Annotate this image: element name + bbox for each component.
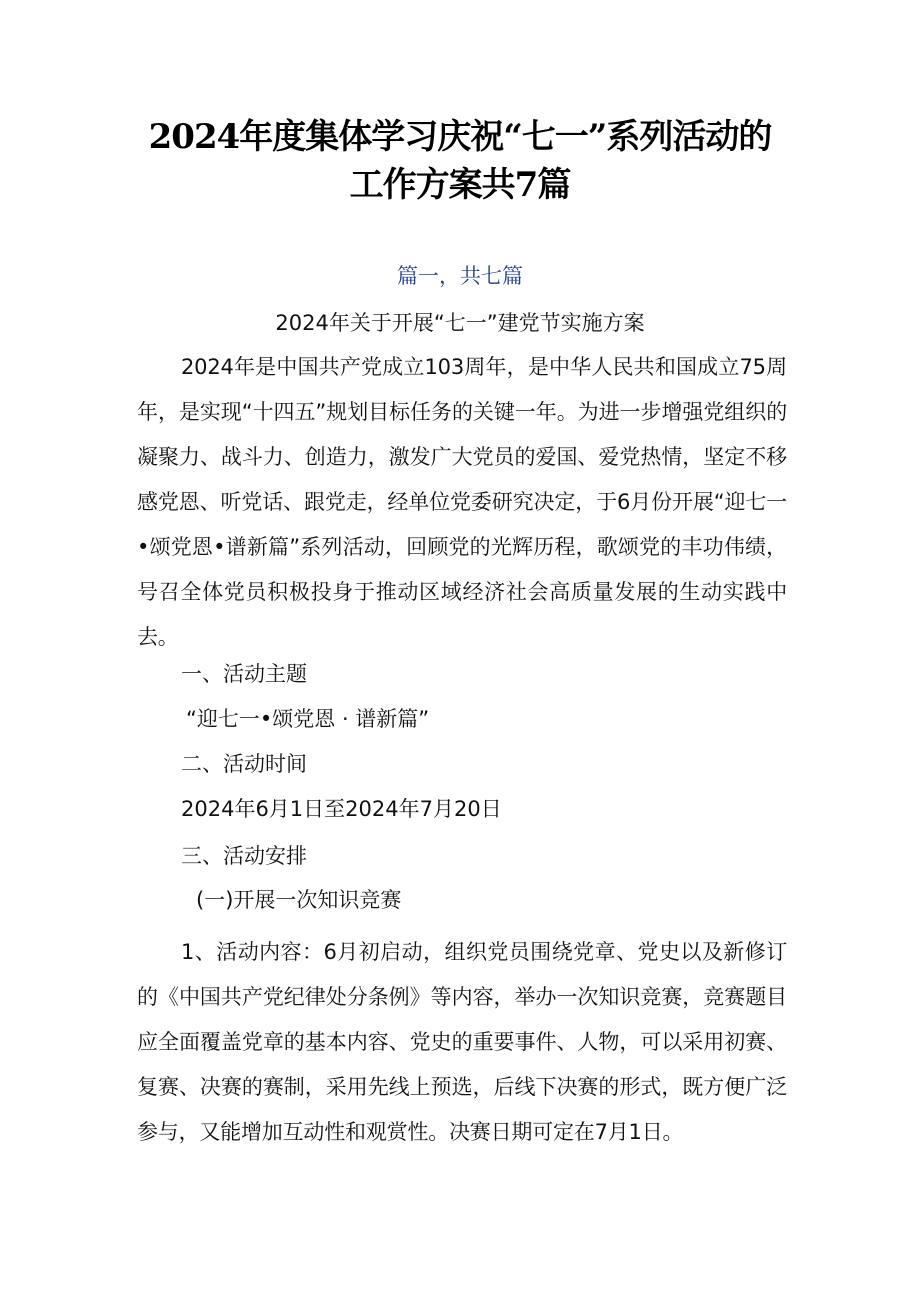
section3-item1-paragraph: 1、活动内容：6月初启动，组织党员围绕党章、党史以及新修订的《中国共产党纪律处分条例》等内容，举办一次知识竞赛，竞赛题目应全面覆盖党章的基本内容、党史的重要事件、人物，可以采用初赛、复赛、决赛的赛制，采用先线上预选，后线下决赛的形式，既方便广泛参与，又能增加互动性和观赏性。决赛日期可定在7月1日。 [137,940,787,1144]
document-title-line1: 2024年度集体学习庆祝“七一”系列活动的 [148,117,772,157]
section-subtitle: 2024年关于开展“七一”建党节实施方案 [275,311,645,335]
chapter-label: 篇一，共七篇 [397,264,523,288]
intro-paragraph: 2024年是中国共产党成立103周年，是中华人民共和国成立75周年，是实现“十四五”规划目标任务的关键一年。为进一步增强党组织的凝聚力、战斗力、创造力，激发广大党员的爱国、爱党热情，坚定不移感党恩、听党话、跟党走，经单位党委研究决定，于6月份开展“迎七一•颂党恩•谱新篇”系列活动，回顾党的光辉历程，歌颂党的丰功伟绩，号召全体党员积极投身于推动区域经济社会高质量发展的生动实践中去。 [137,355,787,649]
section3-subheading: (一)开展一次知识竞赛 [196,888,402,912]
section3-heading: 三、活动安排 [181,844,307,868]
section2-heading: 二、活动时间 [181,752,307,776]
document-title-line2: 工作方案共7篇 [349,165,571,205]
section2-dates: 2024年6月1日至2024年7月20日 [181,797,502,821]
section1-heading: 一、活动主题 [181,662,307,686]
section1-theme: “迎七一•颂党恩 · 谱新篇” [186,707,430,731]
